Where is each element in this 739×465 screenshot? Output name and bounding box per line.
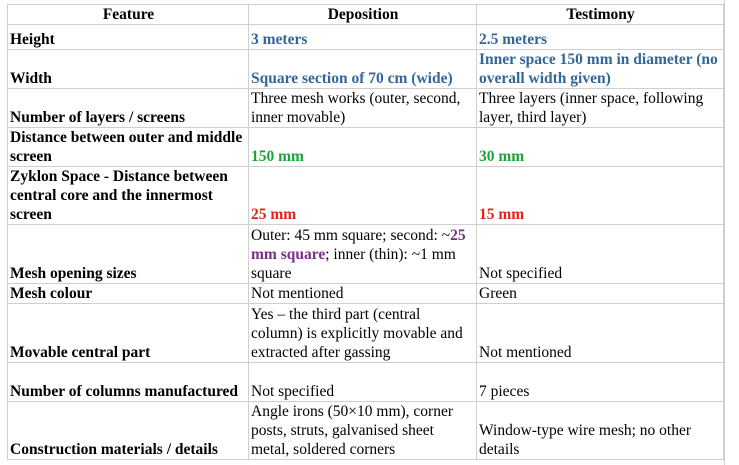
feature-cell[interactable]: Zyklon Space - Distance between central core and the innermost screen [8, 167, 249, 225]
feature-cell[interactable]: Width [8, 50, 249, 89]
deposition-cell[interactable]: 150 mm [249, 128, 477, 167]
feature-cell[interactable]: Construction materials / details [8, 402, 249, 460]
header-testimony[interactable]: Testimony [477, 5, 724, 25]
testimony-cell[interactable]: 2.5 meters [477, 25, 724, 50]
feature-cell[interactable]: Distance between outer and middle screen [8, 128, 249, 167]
testimony-cell[interactable]: Three layers (inner space, following layer, third layer) [477, 89, 724, 128]
deposition-cell[interactable]: 25 mm [249, 167, 477, 225]
table-row [8, 225, 724, 284]
header-feature[interactable]: Feature [8, 5, 249, 25]
deposition-cell[interactable]: Not mentioned [249, 284, 477, 304]
deposition-cell[interactable]: Three mesh works (outer, second, inner movable) [249, 89, 477, 128]
feature-cell[interactable]: Height [8, 25, 249, 50]
deposition-cell[interactable]: 3 meters [249, 25, 477, 50]
highlighted-value: 25 mm square [251, 227, 466, 263]
table-row [8, 363, 724, 402]
testimony-cell[interactable]: Window-type wire mesh; no other details [477, 402, 724, 460]
table-row [8, 304, 724, 363]
table-row [8, 128, 724, 167]
testimony-cell[interactable]: 7 pieces [477, 363, 724, 402]
header-row [8, 5, 724, 25]
deposition-text-pre: Outer: 45 mm square; second: ~ [251, 227, 451, 244]
feature-cell[interactable]: Number of layers / screens [8, 89, 249, 128]
deposition-cell[interactable] [249, 225, 477, 284]
testimony-cell[interactable]: Not specified [477, 225, 724, 284]
header-deposition[interactable]: Deposition [249, 5, 477, 25]
deposition-cell[interactable]: Yes – the third part (central column) is explicitly movable and extracted after gassing [249, 304, 477, 363]
table-row [8, 89, 724, 128]
testimony-cell[interactable]: Inner space 150 mm in diameter (no overall width given) [477, 50, 724, 89]
table-row [8, 284, 724, 304]
feature-cell[interactable]: Mesh opening sizes [8, 225, 249, 284]
column-gridline [724, 0, 725, 465]
feature-cell[interactable]: Number of columns manufactured [8, 363, 249, 402]
testimony-cell[interactable]: Not mentioned [477, 304, 724, 363]
table-row [8, 50, 724, 89]
deposition-text-post: ; inner (thin): ~1 mm square [251, 246, 456, 282]
testimony-cell[interactable]: 30 mm [477, 128, 724, 167]
deposition-cell[interactable]: Square section of 70 cm (wide) [249, 50, 477, 89]
testimony-cell[interactable]: 15 mm [477, 167, 724, 225]
deposition-cell[interactable]: Angle irons (50×10 mm), corner posts, struts, galvanised sheet metal, soldered corners [249, 402, 477, 460]
feature-cell[interactable]: Mesh colour [8, 284, 249, 304]
deposition-cell[interactable]: Not specified [249, 363, 477, 402]
comparison-table [7, 4, 724, 460]
feature-cell[interactable]: Movable central part [8, 304, 249, 363]
testimony-cell[interactable]: Green [477, 284, 724, 304]
table-row [8, 402, 724, 460]
table-row [8, 25, 724, 50]
table-row [8, 167, 724, 225]
